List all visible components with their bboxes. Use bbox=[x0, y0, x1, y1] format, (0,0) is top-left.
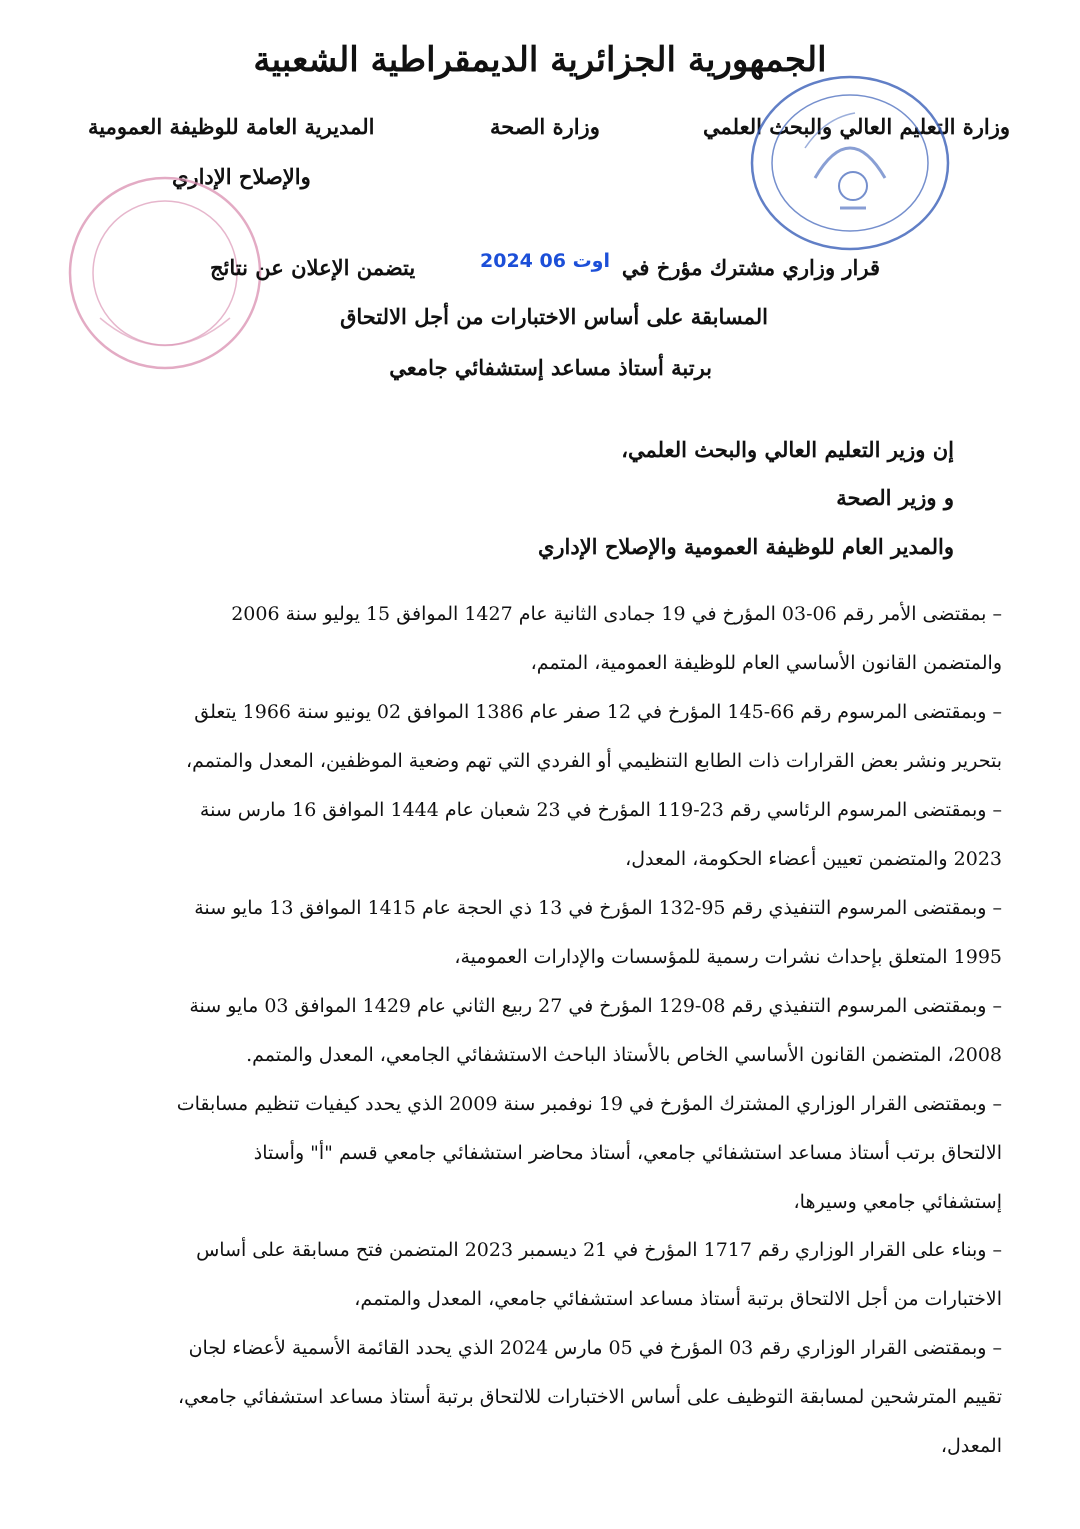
clause-line: – وبمقتضى المرسوم رقم 66-145 المؤرخ في 12 صفر عام 1386 الموافق 02 يونيو سنة 1966 يتعلق bbox=[194, 701, 1002, 723]
decree-title-line2: المسابقة على أساس الاختبارات من أجل الالتحاق bbox=[340, 304, 768, 329]
clause-line: 2023 والمتضمن تعيين أعضاء الحكومة، المعدل، bbox=[625, 848, 1002, 870]
clause-2 bbox=[122, 688, 1002, 786]
intro-minister-higher-ed: إن وزير التعليم العالي والبحث العلمي، bbox=[621, 437, 954, 462]
clause-line: – بمقتضى الأمر رقم 06-03 المؤرخ في 19 جمادى الثانية عام 1427 الموافق 15 يوليو سنة 2006 bbox=[231, 603, 1002, 625]
clause-line: الاختبارات من أجل الالتحاق برتبة أستاذ مساعد استشفائي جامعي، المعدل والمتمم، bbox=[354, 1288, 1002, 1310]
decree-title-part2: يتضمن الإعلان عن نتائج bbox=[210, 255, 416, 280]
decree-title-part1: قرار وزاري مشترك مؤرخ في bbox=[621, 255, 880, 280]
clause-line: والمتضمن القانون الأساسي العام للوظيفة العمومية، المتمم، bbox=[530, 652, 1002, 674]
clause-line: 2008، المتضمن القانون الأساسي الخاص بالأستاذ الباحث الاستشفائي الجامعي، المعدل والمتمم. bbox=[246, 1044, 1002, 1066]
ministry-higher-education: وزارة التعليم العالي والبحث العلمي bbox=[703, 114, 1010, 139]
intro-director-general: والمدير العام للوظيفة العمومية والإصلاح الإداري bbox=[537, 534, 954, 559]
clause-line: – وبمقتضى المرسوم التنفيذي رقم 95-132 المؤرخ في 13 ذي الحجة عام 1415 الموافق 13 مايو سنة bbox=[194, 897, 1002, 919]
clause-8 bbox=[122, 1324, 1002, 1471]
clause-line: – وبناء على القرار الوزاري رقم 1717 المؤرخ في 21 ديسمبر 2023 المتضمن فتح مسابقة على أساس bbox=[196, 1239, 1002, 1261]
clause-line: الالتحاق برتب أستاذ مساعد استشفائي جامعي، أستاذ محاضر استشفائي جامعي قسم "أ" وأستاذ bbox=[253, 1142, 1002, 1164]
clause-line: – وبمقتضى القرار الوزاري رقم 03 المؤرخ في 05 مارس 2024 الذي يحدد القائمة الأسمية لأعضاء لجان bbox=[188, 1337, 1002, 1359]
clause-5 bbox=[122, 982, 1002, 1080]
clause-line: بتحرير ونشر بعض القرارات ذات الطابع التنظيمي أو الفردي التي تهم وضعية الموظفين، المعدل والمتمم، bbox=[186, 750, 1002, 772]
clause-line: – وبمقتضى المرسوم الرئاسي رقم 23-119 المؤرخ في 23 شعبان عام 1444 الموافق 16 مارس سنة bbox=[199, 799, 1002, 821]
directorate-public-service-line2: والإصلاح الإداري bbox=[172, 164, 311, 189]
decree-title-line3: برتبة أستاذ مساعد إستشفائي جامعي bbox=[389, 355, 712, 380]
clause-line: المعدل، bbox=[940, 1435, 1002, 1457]
intro-minister-health: و وزير الصحة bbox=[836, 485, 954, 510]
decree-date: 2024 اوت 06 bbox=[480, 250, 610, 272]
clause-line: تقييم المترشحين لمسابقة التوظيف على أساس الاختبارات للالتحاق برتبة أستاذ مساعد استشفائي جامعي، bbox=[177, 1386, 1002, 1408]
clause-7 bbox=[122, 1226, 1002, 1324]
clause-3 bbox=[122, 786, 1002, 884]
clause-6 bbox=[122, 1080, 1002, 1227]
republic-heading: الجمهورية الجزائرية الديمقراطية الشعبية bbox=[253, 40, 827, 80]
clause-line: إستشفائي جامعي وسيرها، bbox=[793, 1191, 1002, 1213]
ministry-seal-stamp bbox=[745, 68, 955, 258]
directorate-public-service: المديرية العامة للوظيفة العمومية bbox=[88, 114, 375, 139]
ministry-health: وزارة الصحة bbox=[490, 114, 600, 139]
clause-line: – وبمقتضى المرسوم التنفيذي رقم 08-129 المؤرخ في 27 ربيع الثاني عام 1429 الموافق 03 مايو سنة bbox=[189, 995, 1002, 1017]
clause-1 bbox=[122, 590, 1002, 688]
clause-line: 1995 المتعلق بإحداث نشرات رسمية للمؤسسات والإدارات العمومية، bbox=[454, 946, 1002, 968]
clause-line: – وبمقتضى القرار الوزاري المشترك المؤرخ في 19 نوفمبر سنة 2009 الذي يحدد كيفيات تنظيم مسابقات bbox=[176, 1093, 1002, 1115]
clause-4 bbox=[122, 884, 1002, 982]
